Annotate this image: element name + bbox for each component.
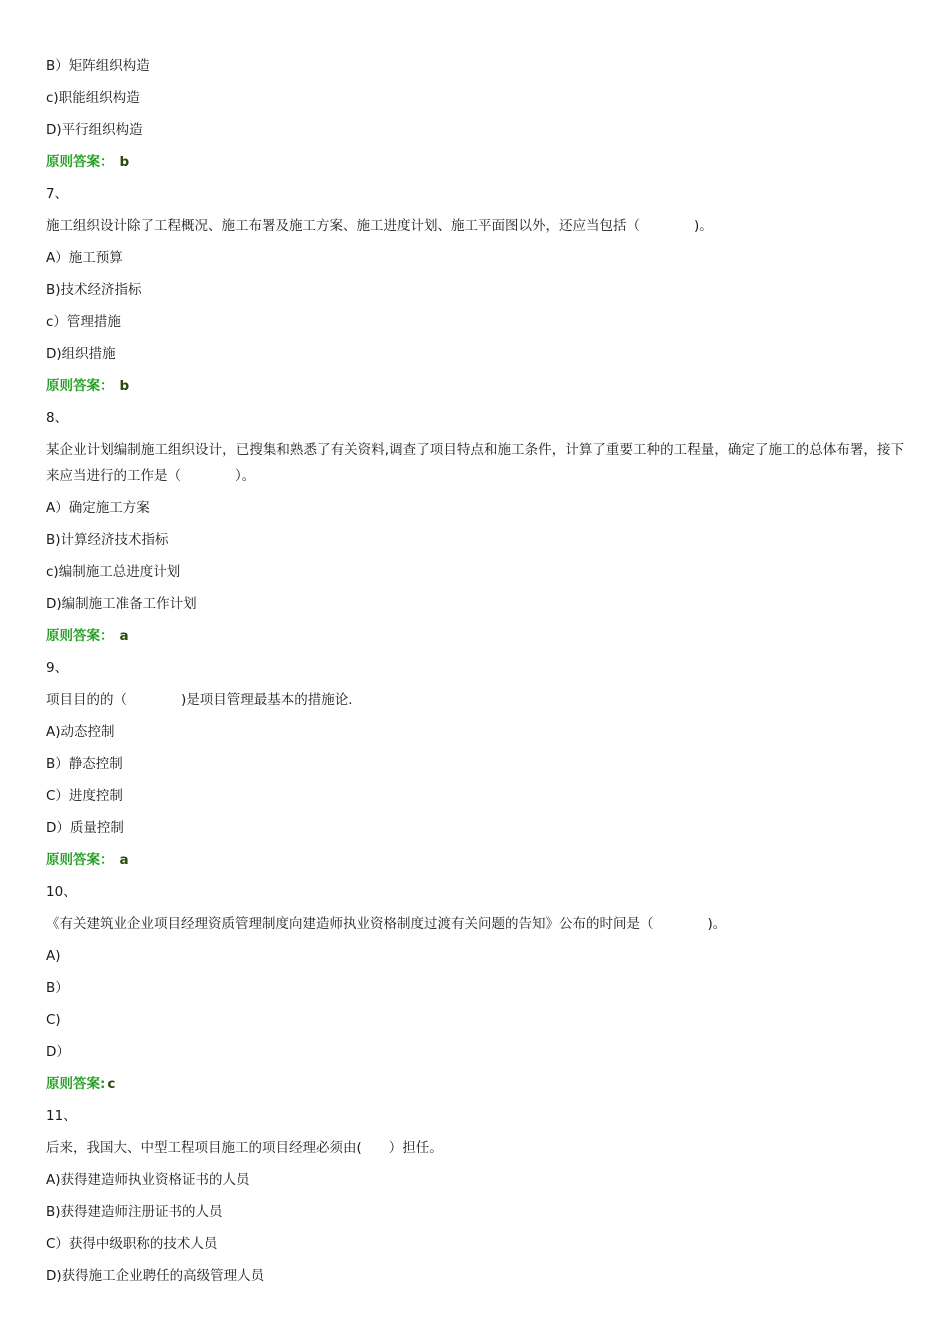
option-c: c）管理措施 <box>46 314 121 330</box>
option-b: B）静态控制 <box>46 756 123 772</box>
option-d: D）质量控制 <box>46 820 124 836</box>
option-c: C）获得中级职称的技术人员 <box>46 1236 218 1252</box>
question-partial <box>46 50 904 178</box>
option-c: C）进度控制 <box>46 788 123 804</box>
answer-line <box>46 844 904 876</box>
question-stem: 施工组织设计除了工程概况、施工布署及施工方案、施工进度计划、施工平面图以外，还应当包括（ )。 <box>46 218 713 234</box>
option-a: A）确定施工方案 <box>46 500 150 516</box>
option-b: B） <box>46 980 69 996</box>
question-stem: 后来，我国大、中型工程项目施工的项目经理必须由( ）担任。 <box>46 1140 443 1156</box>
option-a: A)动态控制 <box>46 724 115 740</box>
option-b: B)计算经济技术指标 <box>46 532 169 548</box>
question-9 <box>46 652 904 876</box>
answer-label: 原则答案： <box>46 154 114 170</box>
option-c: c)编制施工总进度计划 <box>46 564 181 580</box>
option-d: D)获得施工企业聘任的高级管理人员 <box>46 1268 265 1284</box>
option-a: A) <box>46 948 61 964</box>
answer-value: a <box>119 628 129 644</box>
option-a: A）施工预算 <box>46 250 123 266</box>
question-11 <box>46 1100 904 1292</box>
option-d: D)组织措施 <box>46 346 116 362</box>
option-d: D） <box>46 1044 70 1060</box>
answer-value: c <box>107 1076 116 1092</box>
option-c: c)职能组织构造 <box>46 90 140 106</box>
answer-line <box>46 370 904 402</box>
question-number: 10、 <box>46 884 77 900</box>
option-b: B)获得建造师注册证书的人员 <box>46 1204 223 1220</box>
question-stem: 《有关建筑业企业项目经理资质管理制度向建造师执业资格制度过渡有关问题的告知》公布的时间是（ )。 <box>46 916 727 932</box>
question-stem: 项目目的的（ )是项目管理最基本的措施论. <box>46 692 353 708</box>
answer-value: a <box>119 852 129 868</box>
question-number: 11、 <box>46 1108 77 1124</box>
question-8 <box>46 402 904 652</box>
answer-label: 原则答案： <box>46 628 114 644</box>
answer-label: 原则答案: <box>46 1076 106 1092</box>
answer-line <box>46 146 904 178</box>
question-10 <box>46 876 904 1100</box>
answer-value: b <box>119 154 130 170</box>
question-stem: 某企业计划编制施工组织设计，已搜集和熟悉了有关资料,调查了项目特点和施工条件，计算了重要工种的工程量，确定了施工的总体布署，接下来应当进行的工作是（ ）。 <box>46 442 904 484</box>
option-d: D)编制施工准备工作计划 <box>46 596 197 612</box>
answer-line <box>46 620 904 652</box>
document-page <box>46 50 904 1292</box>
option-a: A)获得建造师执业资格证书的人员 <box>46 1172 250 1188</box>
question-number: 9、 <box>46 660 69 676</box>
option-c: C) <box>46 1012 61 1028</box>
question-number: 7、 <box>46 186 69 202</box>
option-b: B）矩阵组织构造 <box>46 58 150 74</box>
question-7 <box>46 178 904 402</box>
option-b: B)技术经济指标 <box>46 282 142 298</box>
answer-line <box>46 1068 904 1100</box>
answer-value: b <box>119 378 130 394</box>
answer-label: 原则答案： <box>46 852 114 868</box>
option-d: D)平行组织构造 <box>46 122 143 138</box>
answer-label: 原则答案： <box>46 378 114 394</box>
question-number: 8、 <box>46 410 69 426</box>
